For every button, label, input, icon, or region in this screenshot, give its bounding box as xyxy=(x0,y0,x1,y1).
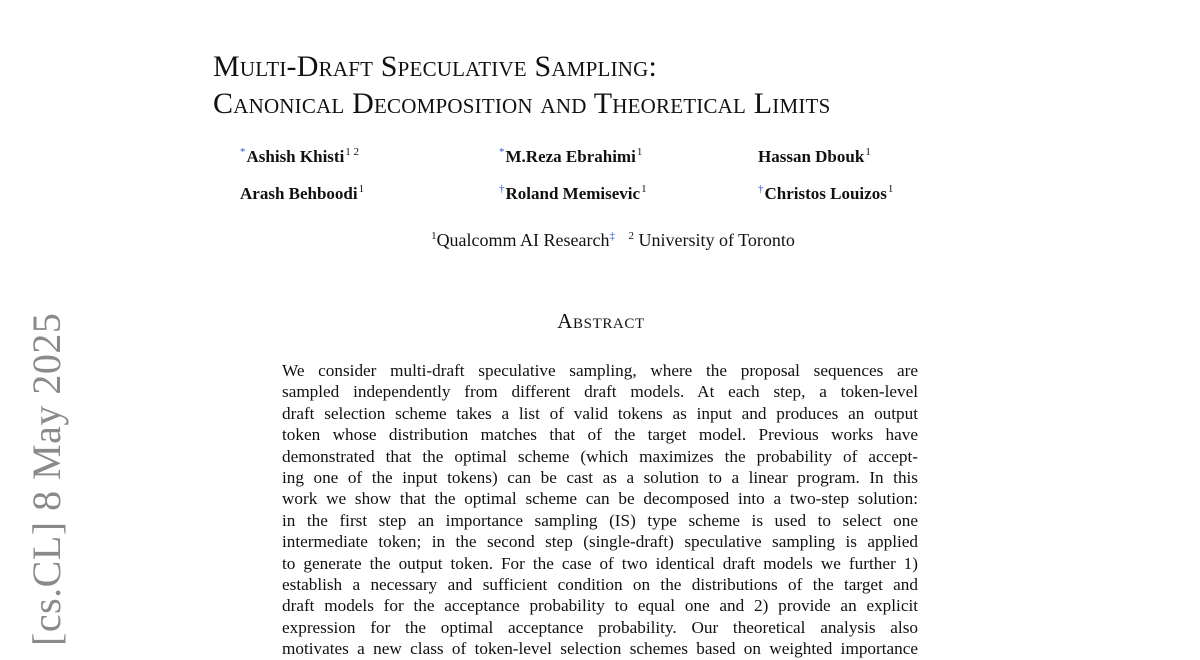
abstract-body xyxy=(282,360,918,659)
abstract-line: draft selection scheme takes a list of valid tokens as input and produces an output xyxy=(282,403,918,423)
author xyxy=(758,183,893,204)
author-affiliation: 1 xyxy=(358,183,365,195)
author xyxy=(240,146,359,167)
arxiv-stamp-text: [cs.CL] 8 May 2025 xyxy=(24,312,69,646)
abstract-line: expression for the optimal acceptance probability. Our theoretical analysis also xyxy=(282,617,918,637)
abstract-line: ing one of the input tokens) can be cast as a solution to a linear program. In this xyxy=(282,468,918,488)
abstract-line: work we show that the optimal scheme can be decomposed into a two-step solution: xyxy=(282,489,918,509)
author-name: Roland Memisevic xyxy=(505,184,641,203)
affiliations xyxy=(0,230,1200,251)
author xyxy=(499,146,642,167)
author-affiliation: 1 xyxy=(641,183,647,195)
author-affiliation: 1 xyxy=(865,146,871,158)
author-name: Ashish Khisti xyxy=(246,147,345,166)
abstract-line: draft models for the acceptance probability to equal one and 2) provide an explicit xyxy=(282,596,918,616)
author xyxy=(758,146,871,167)
abstract-line: establish a necessary and sufficient condition on the distributions of the target and xyxy=(282,575,918,595)
paper-title xyxy=(213,48,1033,122)
author-name: Arash Behboodi xyxy=(240,184,358,203)
author-name: Hassan Dbouk xyxy=(758,147,865,166)
abstract-line: motivates a new class of token-level selection schemes based on weighted importance xyxy=(282,639,918,659)
dagger-mark: † xyxy=(758,183,764,195)
abstract-line: in the first step an importance sampling (IS) type scheme is used to select one xyxy=(282,510,918,530)
abstract-line: token whose distribution matches that of the target model. Previous works have xyxy=(282,425,918,445)
abstract-line: We consider multi-draft speculative sampling, where the proposal sequences are xyxy=(282,361,918,380)
dagger-mark: † xyxy=(499,183,505,195)
affiliation-number: 2 xyxy=(628,230,635,242)
paper-title-line-1: Multi-Draft Speculative Sampling: xyxy=(213,50,658,83)
abstract-line: demonstrated that the optimal scheme (which maximizes the probability of accept- xyxy=(282,446,918,466)
affiliation-toronto: University of Toronto xyxy=(638,230,795,250)
arxiv-side-stamp xyxy=(26,306,70,646)
abstract-line: to generate the output token. For the case of two identical draft models we further 1) xyxy=(282,553,918,573)
author xyxy=(240,183,364,204)
paper-title-line-2: Canonical Decomposition and Theoretical Limits xyxy=(213,87,831,120)
equal-contribution-mark: * xyxy=(240,146,246,158)
author-name: M.Reza Ebrahimi xyxy=(505,147,636,166)
author-affiliation: 1 2 xyxy=(345,146,360,158)
author-name: Christos Louizos xyxy=(764,184,887,203)
author xyxy=(499,183,647,204)
affiliation-number: 1 xyxy=(431,230,437,242)
double-dagger-mark: ‡ xyxy=(609,230,616,242)
abstract-line: sampled independently from different draft models. At each step, a token-level xyxy=(282,382,918,402)
author-affiliation: 1 xyxy=(636,146,643,158)
author-affiliation: 1 xyxy=(887,183,894,195)
abstract-line: intermediate token; in the second step (single-draft) speculative sampling is applied xyxy=(282,532,918,552)
abstract-heading: Abstract xyxy=(557,309,645,333)
equal-contribution-mark: * xyxy=(499,146,505,158)
affiliation-qualcomm: Qualcomm AI Research xyxy=(436,230,610,250)
